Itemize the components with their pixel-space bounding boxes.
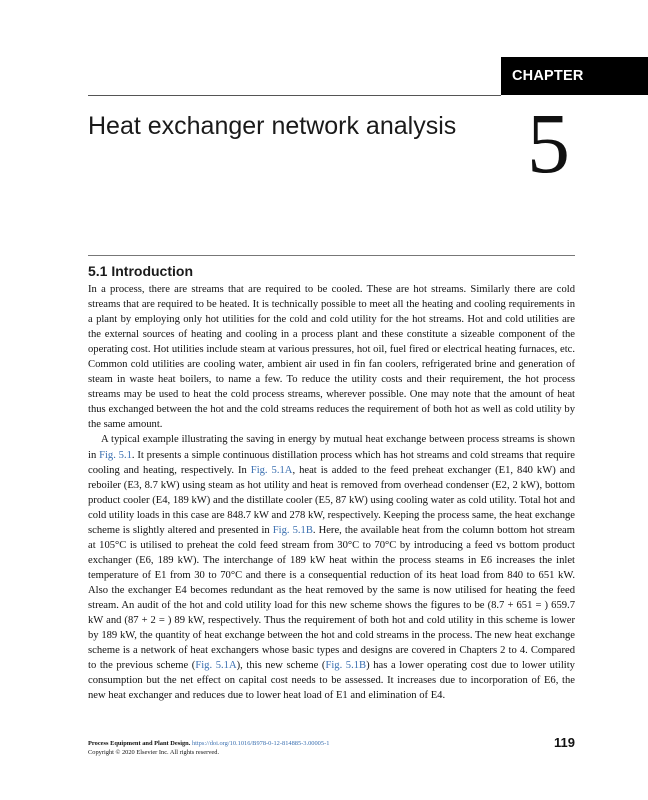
footer-line-1: [88, 739, 329, 748]
figure-link[interactable]: Fig. 5.1A: [195, 660, 237, 672]
text-span: ), this new scheme (: [236, 660, 326, 672]
figure-link[interactable]: Fig. 5.1B: [325, 660, 367, 672]
text-span: , heat is added to the feed preheat exchanger (E1, 840 kW) and reboiler (E3, 8.7 kW) using steam as hot utility and heat is removed from overhead condenser (E2, 2 kW), bottom product cooler (E4, 189 kW) and the distillate cooler (E5, 87 kW) using cooling water as cold utility. Total hot and cold utility loads in this case are 848.7 kW and 278 kW, respectively. Keeping the process same, the heat exchange scheme is slightly altered and presented in: [88, 464, 576, 536]
chapter-label-box: [501, 57, 648, 95]
paragraph-1: In a process, there are streams that are required to be cooled. These are hot streams. Similarly there are cold streams that are required to be heated. It is technically possible to meet all the heating and cooling requirements in a plant by employing only hot utilities for the cold and cold utility for the hot streams. Hot and cold utilities are the external sources of heating and cooling in a process plant and these constitute a sizeable component of the operating cost. Hot utilities include steam at various pressures, hot oil, fuel fired or electrical heating furnaces, etc. Common cold utilities are cooling water, ambient air used in fin fan coolers, refrigerated brine and generation of steam in waste heat boilers, to name a few. To reduce the utility costs and their requirement, the hot process streams may be used to heat the cold process streams, wherever possible. One may note that the amount of heat thus exchanged between the hot and the cold streams reduces the requirement of both hot as well as cold utility by the same amount.: [88, 284, 575, 431]
section-rule: [88, 255, 575, 256]
text-span: ) has a lower operating cost due to lower utility consumption but the net effect on capital cost needs to be assessed. It increases due to incorporation of E6, the new heat exchanger and reduces due to lower heat load of E1 and elimination of E4.: [88, 660, 575, 702]
section-heading: 5.1 Introduction: [88, 263, 193, 279]
doi-link[interactable]: https://doi.org/10.1016/B978-0-12-814885-3.00005-1: [191, 740, 330, 747]
book-title: Process Equipment and Plant Design.: [88, 740, 191, 747]
copyright-line: Copyright © 2020 Elsevier Inc. All rights reserved.: [88, 749, 220, 756]
chapter-label: CHAPTER: [512, 68, 584, 84]
paragraph-2: [88, 432, 575, 703]
text-span: . It presents a simple continuous distillation process which has hot streams and cold streams that require cooling and heating, respectively. In: [88, 449, 575, 476]
body-text: [88, 282, 575, 703]
figure-link[interactable]: Fig. 5.1B: [272, 524, 313, 536]
chapter-title: Heat exchanger network analysis: [88, 112, 457, 140]
header-rule: [88, 95, 501, 96]
page-number: 119: [554, 735, 575, 750]
chapter-number: 5: [527, 95, 570, 191]
text-span: A typical example illustrating the saving in energy by mutual heat exchange between process streams is shown in: [88, 434, 575, 461]
text-span: . Here, the available heat from the column bottom hot stream at 105°C is utilised to preheat the cold feed stream from 30°C to 70°C by introducing a feed vs bottom product exchanger (E6, 189 kW). The interchange of 189 kW heat within the process steams in E6 increases the inlet temperature of E1 from 30 to 70°C and there is a consequential reduction of its heat load from 840 to 651 kW. Also the exchanger E4 becomes redundant as the heat removed by the same is now utilised for heating the feed stream. An audit of the hot and cold utility load for this new scheme shows the figures to be (8.7 + 651 = ) 659.7 kW and (87 + 2 = ) 89 kW, respectively. Thus the requirement of both hot and cold utility in this scheme is lower by 189 kW, the quantity of heat exchange between the hot and cold streams in the process. The new heat exchange scheme is a network of heat exchangers whose basic types and designs are covered in Chapters 2 to 4. Compared to the previous scheme (: [88, 524, 575, 672]
footer-citation: [88, 739, 329, 757]
figure-link[interactable]: Fig. 5.1: [99, 449, 132, 461]
figure-link[interactable]: Fig. 5.1A: [250, 464, 293, 476]
